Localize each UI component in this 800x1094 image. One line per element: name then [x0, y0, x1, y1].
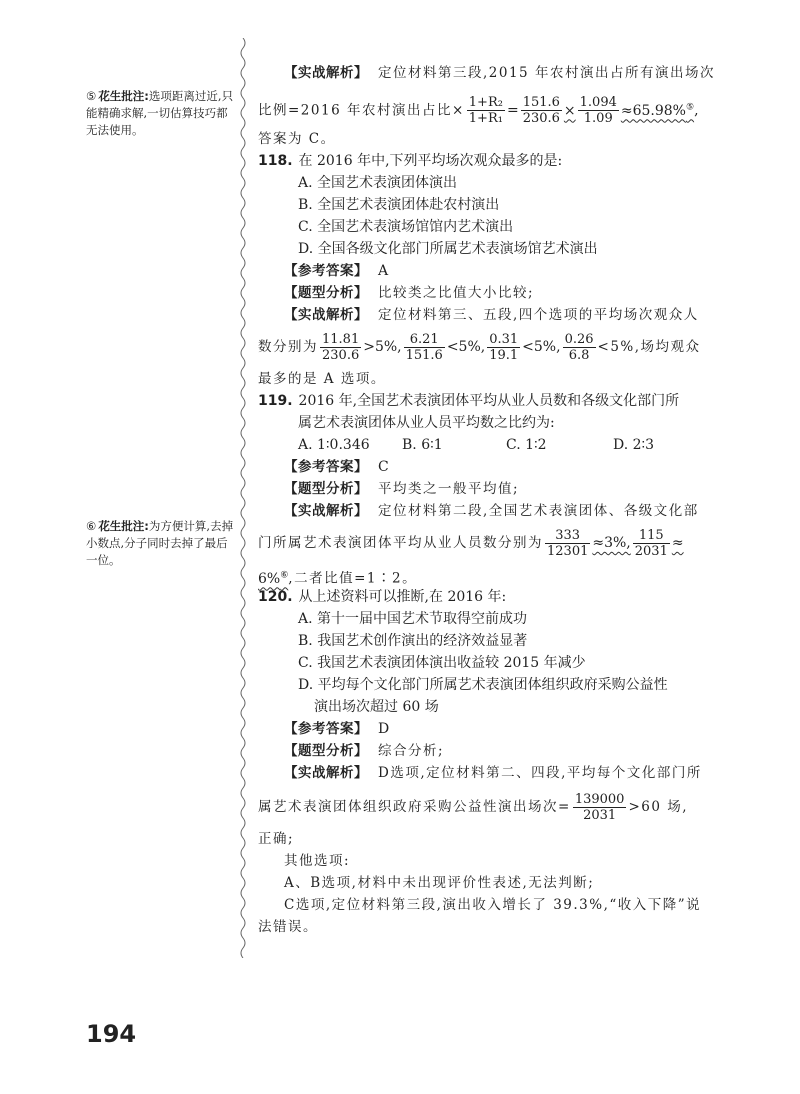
question-number: 118. [258, 153, 293, 169]
footnote-ref: ⑥ [280, 570, 289, 580]
analysis-text: 比例=2016 年农村演出占比× [258, 102, 465, 119]
q118-type [284, 282, 534, 304]
times-sign: × [563, 102, 576, 119]
q120-answer [284, 718, 389, 740]
q118-option-d: D. 全国各级文化部门所属艺术表演场馆艺术演出 [298, 241, 598, 257]
type-tag: 【题型分析】 [284, 743, 368, 759]
fraction-r [467, 95, 505, 126]
fraction [545, 528, 590, 559]
page-number: 194 [86, 1020, 137, 1048]
footnote-ref: ⑤ [685, 102, 695, 112]
numerator: 333 [545, 528, 590, 544]
note-text: 为方便计算,去掉小数点,分子同时去掉了最后一位。 [86, 519, 234, 567]
wavy-calc [519, 95, 695, 127]
q120-ab-note [284, 872, 594, 894]
q120-option-d-line-2: 演出场次超过 60 场 [314, 699, 439, 715]
q120-type [284, 740, 444, 762]
q120-option-d-line-1: D. 平均每个文化部门所属艺术表演团体组织政府采购公益性 [298, 677, 668, 693]
q120-other-heading [284, 850, 350, 872]
analysis-text: 其他选项: [284, 853, 351, 869]
type-text: 平均类之一般平均值; [378, 481, 520, 497]
type-tag: 【题型分析】 [284, 285, 368, 301]
q119-analysis-line-1 [284, 500, 699, 522]
numerator: 6.21 [404, 332, 445, 348]
option-b: B. 6∶1 [402, 437, 443, 453]
denominator: 6.8 [568, 347, 590, 363]
note-text: 选项距离过近,只能精确求解,一切估算技巧都无法使用。 [86, 89, 234, 137]
question-number: 120. [258, 589, 293, 605]
type-text: 比较类之比值大小比较; [378, 285, 535, 301]
analysis-text: 法错误。 [258, 919, 318, 935]
q118-option-a: A. 全国艺术表演团体演出 [298, 175, 458, 191]
numerator: 115 [633, 528, 670, 544]
q118-analysis-line-1 [284, 304, 699, 326]
q120-stem [258, 586, 506, 608]
fraction [573, 792, 627, 823]
analysis-text: A、B选项,材料中未出现评价性表述,无法判断; [284, 875, 595, 891]
analysis-text: 门所属艺术表演团体平均从业人员数分别为 [258, 535, 543, 551]
answer-value: A [378, 263, 389, 279]
option-d: D. 2∶3 [613, 437, 655, 453]
fraction [633, 528, 670, 559]
note-number: ⑥ [86, 519, 97, 533]
q118-option-c: C. 全国艺术表演场馆馆内艺术演出 [298, 219, 514, 235]
q118-stem [258, 150, 562, 172]
q119-analysis-line-3 [258, 564, 417, 586]
numerator: 1+R₂ [468, 95, 503, 111]
answer-tag: 【参考答案】 [284, 263, 368, 279]
analysis-text: 定位材料第三段,2015 年农村演出占所有演出场次 [378, 65, 715, 81]
numerator: 0.31 [489, 331, 519, 347]
result-value: ≈65.98% [620, 102, 686, 119]
q120-c-note-1 [284, 894, 701, 916]
analysis-tag: 【实战解析】 [284, 503, 368, 519]
answer-tag: 【参考答案】 [284, 459, 368, 475]
fraction [320, 332, 361, 363]
option-c: C. 1∶2 [506, 437, 547, 453]
analysis-tag: 【实战解析】 [284, 765, 368, 781]
analysis-text: C选项,定位材料第三段,演出收入增长了 39.3%,“收入下降”说 [284, 897, 702, 913]
note-heading: 花生批注: [98, 89, 149, 103]
numerator: 139000 [574, 791, 625, 807]
analysis-text: 正确; [258, 831, 295, 847]
q119-stem-1 [258, 390, 679, 412]
q118-analysis-line-2 [258, 330, 701, 364]
wavy-calc [543, 527, 684, 559]
fraction-1094 [578, 95, 619, 126]
denominator: 2031 [634, 543, 668, 559]
fraction [404, 332, 445, 363]
margin-note-5 [86, 88, 236, 139]
denominator: 1.09 [583, 111, 613, 127]
analysis-text: 定位材料第三、五段,四个选项的平均场次观众人 [378, 307, 699, 323]
analysis-text: ,二者比值=1∶2。 [288, 570, 418, 587]
analysis-text: 最多的是 A 选项。 [258, 371, 386, 387]
question-text: 在 2016 年中,下列平均场次观众最多的是: [298, 153, 563, 169]
type-text: 综合分析; [378, 743, 445, 759]
q118-analysis-line-3 [258, 368, 386, 390]
question-text: 2016 年,全国艺术表演团体平均从业人员数和各级文化部门所 [298, 393, 680, 409]
denominator: 1+R₁ [468, 111, 503, 127]
denominator: 12301 [547, 543, 589, 559]
denominator: 151.6 [405, 347, 443, 363]
denominator: 2031 [583, 807, 617, 823]
note-number: ⑤ [86, 89, 97, 103]
q119-analysis-line-2 [258, 526, 684, 560]
analysis-text: 定位材料第二段,全国艺术表演团体、各级文化部 [378, 503, 699, 519]
wavy-calc [258, 571, 288, 587]
approx-value: ≈3%, [592, 535, 631, 551]
answer-tag: 【参考答案】 [284, 721, 368, 737]
comparison: <5%,场均观众 [597, 339, 701, 355]
numerator: 1.094 [579, 95, 617, 111]
q118-option-b: B. 全国艺术表演团体赴农村演出 [298, 197, 500, 213]
q120-option-b: B. 我国艺术创作演出的经济效益显著 [298, 633, 528, 649]
denominator: 230.6 [322, 347, 360, 363]
analysis-text: D选项,定位材料第二、四段,平均每个文化部门所 [378, 765, 702, 781]
q119-stem-2: 属艺术表演团体从业人员平均数之比约为: [298, 415, 555, 431]
q120-analysis-line-3 [258, 828, 294, 850]
question-text: 从上述资料可以推断,在 2016 年: [298, 589, 507, 605]
approx-value: 6% [258, 570, 281, 587]
q120-option-a: A. 第十一届中国艺术节取得空前成功 [298, 611, 528, 627]
analysis-text: 属艺术表演团体组织政府采购公益性演出场次= [258, 799, 571, 815]
q117-answer-line [258, 128, 336, 150]
answer-value: D [378, 721, 390, 737]
note-heading: 花生批注: [98, 519, 149, 533]
approx-sign: ≈ [671, 535, 684, 551]
comparison: <5%, [446, 339, 486, 355]
denominator: 19.1 [489, 347, 519, 363]
numerator: 0.26 [564, 331, 594, 347]
q117-analysis-line-1 [284, 62, 715, 84]
q119-type [284, 478, 519, 500]
numerator: 11.81 [322, 331, 360, 347]
comma: , [694, 102, 699, 119]
margin-note-6 [86, 518, 236, 569]
q118-answer [284, 260, 388, 282]
q119-options [298, 434, 738, 456]
comparison: <5%, [522, 339, 561, 355]
analysis-text: >60 场, [628, 799, 689, 815]
q119-answer [284, 456, 389, 478]
wavy-divider [238, 38, 248, 958]
option-a: A. 1∶0.346 [298, 437, 370, 453]
comparison: >5%, [363, 339, 402, 355]
analysis-text: 数分别为 [258, 339, 318, 355]
fraction [487, 332, 520, 363]
question-number: 119. [258, 393, 293, 409]
q117-analysis-line-2 [258, 90, 699, 127]
answer-value: C [378, 459, 389, 475]
type-tag: 【题型分析】 [284, 481, 368, 497]
fraction-1516 [521, 95, 562, 126]
q120-option-c: C. 我国艺术表演团体演出收益较 2015 年减少 [298, 655, 586, 671]
analysis-tag: 【实战解析】 [284, 307, 368, 323]
analysis-tag: 【实战解析】 [284, 65, 368, 81]
analysis-text: 答案为 C。 [258, 131, 336, 147]
denominator: 230.6 [522, 111, 560, 127]
equals-sign: = [506, 102, 519, 119]
numerator: 151.6 [522, 95, 560, 111]
q120-analysis-line-2 [258, 790, 688, 824]
q120-analysis-line-1 [284, 762, 702, 784]
q120-c-note-2 [258, 916, 318, 938]
fraction [563, 332, 596, 363]
